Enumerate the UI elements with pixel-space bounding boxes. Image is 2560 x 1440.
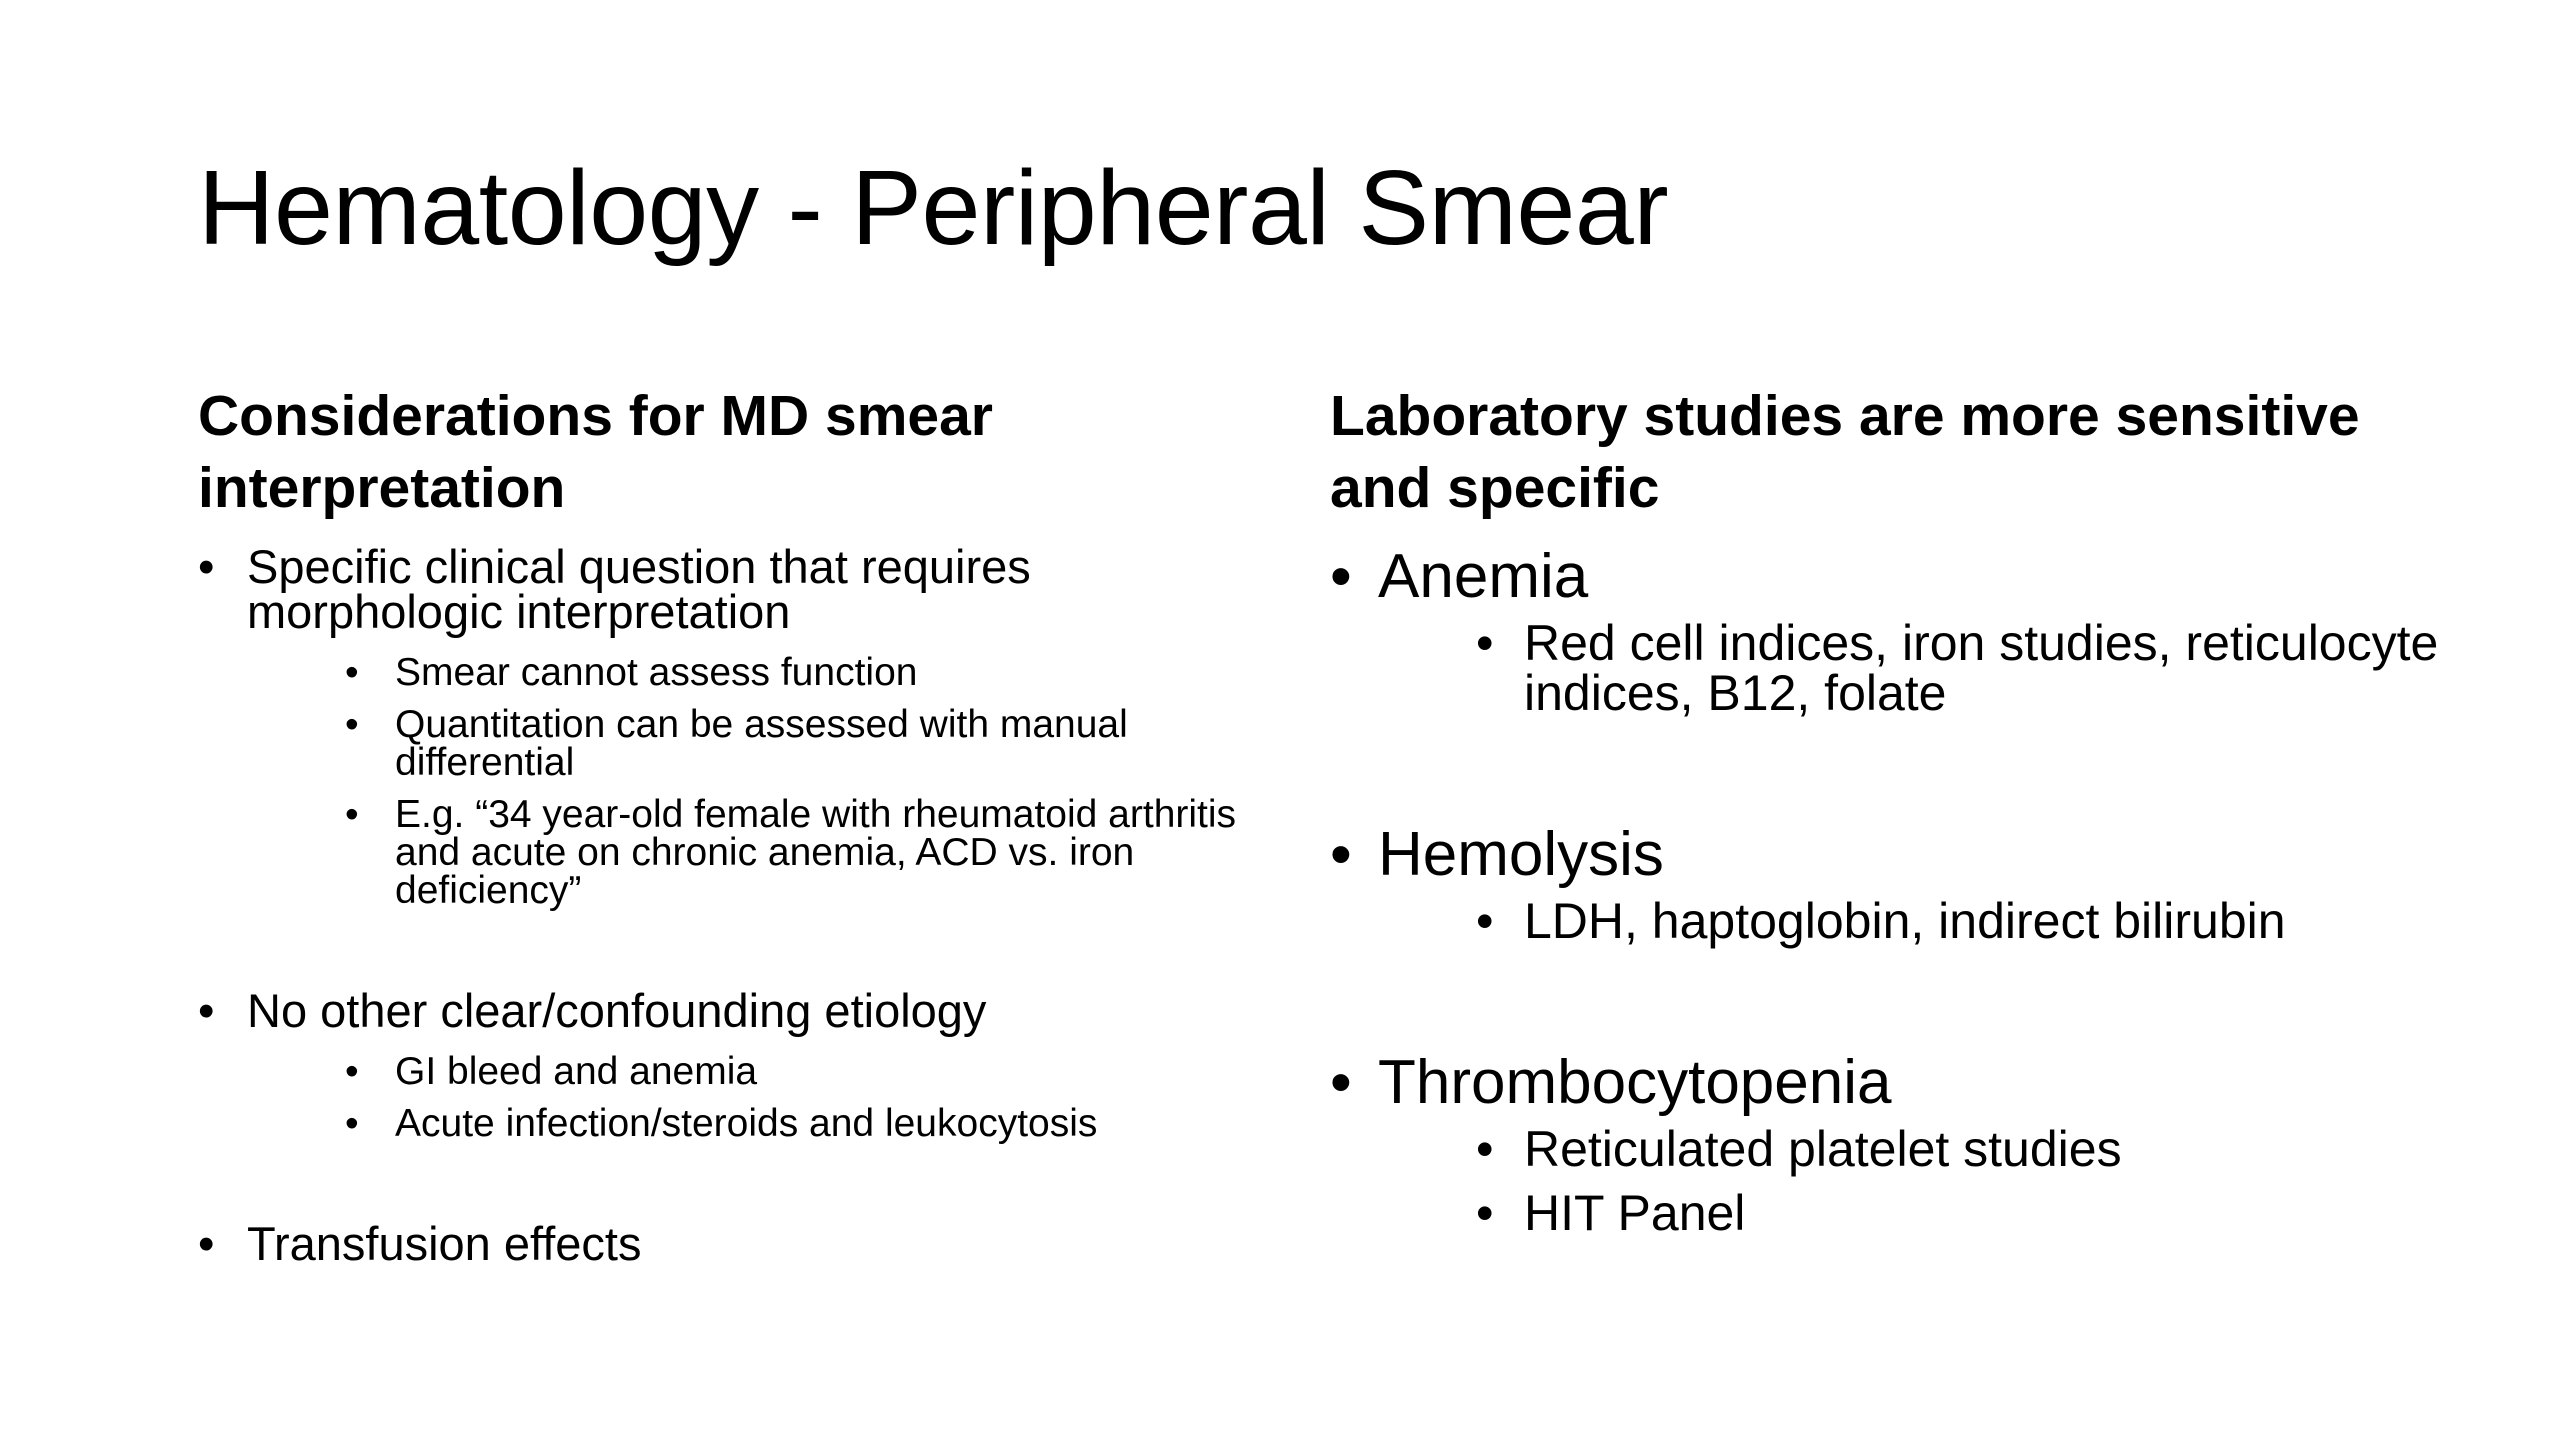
sub-bullet-list [1378,615,2460,721]
bullet-text: Anemia [1378,542,1589,611]
sub-bullet-list [247,651,1258,912]
sub-bullet-item: • GI bleed and anemia [247,1053,1258,1091]
bullet-text: Specific clinical question that requires morphologic interpretation [247,540,1031,638]
bullet-item [198,1217,1258,1270]
bullet-item [1330,820,2460,949]
right-column-heading: Laboratory studies are more sensitive and specific [1330,384,2360,520]
bullet-text: Thrombocytopenia [1378,1048,1892,1117]
sub-bullet-item: • Red cell indices, iron studies, reticulocyte indices, B12, folate [1378,618,2460,718]
right-column [1330,380,2460,1241]
right-bullet-list [1330,542,2460,1241]
sub-bullet-item: • Reticulated platelet studies [1378,1124,2460,1174]
sub-bullet-item: • Smear cannot assess function [247,654,1258,692]
bullet-item [198,540,1258,912]
sub-bullet-item: • Quantitation can be assessed with manual differential [247,706,1258,782]
left-column-heading: Considerations for MD smear interpretation [198,384,993,520]
bullet-text: No other clear/confounding etiology [247,984,987,1037]
left-bullet-list [198,540,1258,1270]
sub-bullet-item: • HIT Panel [1378,1188,2460,1238]
sub-bullet-list [247,1050,1258,1145]
bullet-item [1330,1048,2460,1241]
bullet-text: Transfusion effects [247,1217,642,1270]
sub-bullet-item: • Acute infection/steroids and leukocytosis [247,1105,1258,1143]
sub-bullet-item: • E.g. “34 year-old female with rheumatoid arthritis and acute on chronic anemia, ACD vs. iron deficiency” [247,796,1258,910]
bullet-text: Hemolysis [1378,820,1664,889]
bullet-item [1330,542,2460,721]
slide-title: Hematology - Peripheral Smear [198,149,1669,267]
left-column [198,380,1258,1270]
sub-bullet-item: • LDH, haptoglobin, indirect bilirubin [1378,896,2460,946]
sub-bullet-list [1378,893,2460,949]
sub-bullet-list [1378,1121,2460,1241]
bullet-item [198,984,1258,1145]
